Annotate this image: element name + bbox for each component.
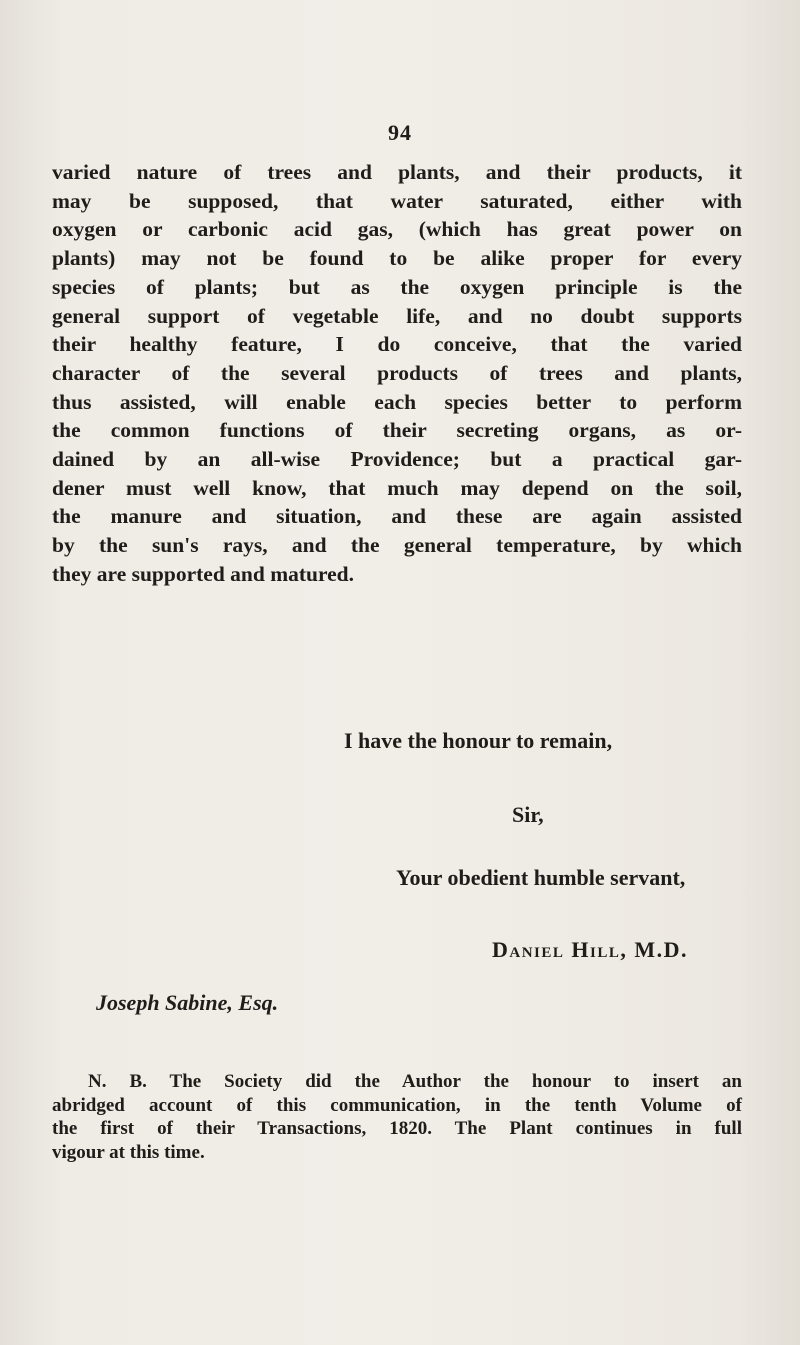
- body-line: general support of vegetable life, and no doubt supports: [52, 303, 742, 328]
- body-line: oxygen or carbonic acid gas, (which has great power on: [52, 217, 742, 242]
- body-line: they are supported and matured.: [52, 561, 355, 586]
- body-line: thus assisted, will enable each species better to perform: [52, 389, 742, 414]
- body-line: character of the several products of trees and plants,: [52, 360, 742, 385]
- body-line: by the sun's rays, and the general temperature, by which: [52, 533, 742, 558]
- body-line: their healthy feature, I do conceive, that the varied: [52, 332, 742, 357]
- closing-signoff: Your obedient humble servant,: [396, 865, 686, 890]
- body-line: varied nature of trees and plants, and their products, it: [52, 160, 742, 184]
- footnote-line: vigour at this time.: [52, 1141, 205, 1163]
- closing-remain: I have the honour to remain,: [344, 728, 613, 753]
- body-line: species of plants; but as the oxygen principle is the: [52, 274, 742, 299]
- page-number: 94: [388, 120, 412, 145]
- author-signature: Daniel Hill, M.D.: [492, 937, 689, 962]
- body-line: plants) may not be found to be alike proper for every: [52, 246, 742, 271]
- footnote-line: the first of their Transactions, 1820. The Plant continues in full: [52, 1118, 742, 1139]
- closing-salutation: Sir,: [512, 802, 544, 827]
- body-line: the manure and situation, and these are again assisted: [52, 504, 742, 529]
- body-line: may be supposed, that water saturated, either with: [52, 188, 742, 213]
- body-line: dained by an all-wise Providence; but a practical gar-: [52, 447, 742, 472]
- body-line: dener must well know, that much may depend on the soil,: [52, 475, 742, 500]
- addressee: Joseph Sabine, Esq.: [96, 990, 279, 1015]
- body-paragraph: [52, 158, 742, 589]
- footnote-line: N. B. The Society did the Author the honour to insert an: [88, 1071, 742, 1092]
- footnote: [52, 1070, 742, 1164]
- footnote-line: abridged account of this communication, in the tenth Volume of: [52, 1094, 742, 1116]
- body-line: the common functions of their secreting organs, as or-: [52, 418, 742, 443]
